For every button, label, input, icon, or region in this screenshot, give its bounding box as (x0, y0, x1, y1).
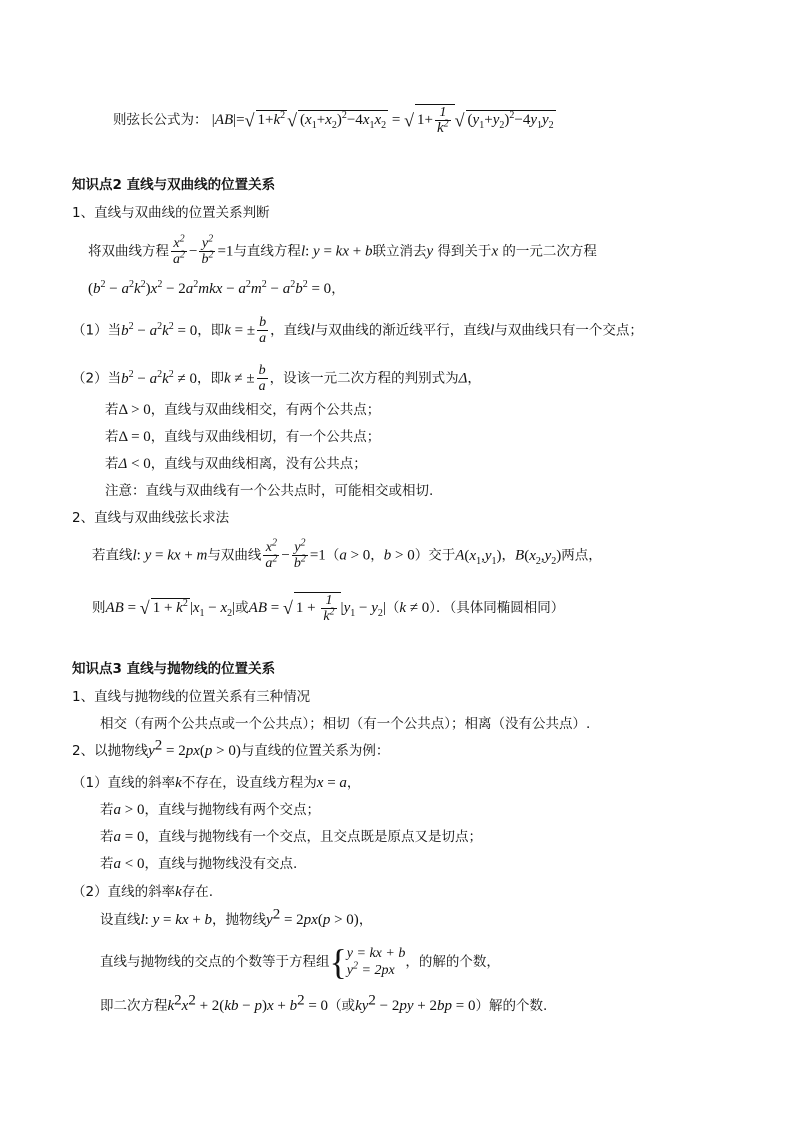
formula-math: |AB|=√ $1+k^2$ √ $(x_1+x_2)^2-4x_1x_2$ = √ 1+ $\frac{1}{k^2}$ √ $(y_1+y_2)^2-4y_1y_2$ (211, 105, 554, 136)
sec3-a-zero: 若a = 0，直线与抛物线有一个交点，且交点既是原点又是切点； (100, 829, 482, 845)
section-3-title: 知识点3 直线与抛物线的位置关系 (72, 661, 276, 677)
case-2: （2）当$b^2 - a^2k^2 \ne 0$，即k ≠ ± $\frac{b}{a}$ ，设该一元二次方程的判别式为Δ， (72, 363, 481, 394)
discriminant-negative: 若Δ < 0，直线与双曲线相离，没有公共点； (105, 456, 367, 472)
hyperbola-chord-setup: 若直线l: y = kx + m与双曲线 $\frac{x^2}{a^2}$ − $\frac{y^2}{b^2}$ =1（a > 0，b > 0）交于$A(x_1,y_1)$，$B(x_2,y_2)$两点， (92, 537, 602, 571)
sec3-sub1-title: 1、直线与抛物线的位置关系有三种情况 (72, 689, 311, 705)
sec3-sub2-title: 2、以抛物线$y^2 = 2px(p > 0)$与直线的位置关系为例： (72, 737, 390, 759)
sec3-system: 直线与抛物线的交点的个数等于方程组{ y = kx + b $y^2 = 2px$ ，的解的个数， (100, 942, 500, 982)
sec2-intro: 将双曲线方程 $\frac{x^2}{a^2}$ − $\frac{y^2}{b^2}$ =1与直线方程l: y = kx + b联立消去y 得到关于x 的一元二次方程 (88, 233, 597, 267)
sec2-sub2-title: 2、直线与双曲线弦长求法 (72, 510, 230, 526)
section-2-title: 知识点2 直线与双曲线的位置关系 (72, 177, 276, 193)
sec2-sub1-title: 1、直线与双曲线的位置关系判断 (72, 205, 270, 221)
sec3-a-positive: 若a > 0，直线与抛物线有两个交点； (100, 802, 320, 818)
sec3-quadratic: 即二次方程$k^2x^2 + 2(kb - p)x + b^2 = 0$（或$ky^2 - 2py + 2bp = 0$）解的个数. (100, 992, 548, 1014)
hyperbola-chord-formula: 则AB = √ $1 + k^2$ $|x_1 - x_2|$或AB = √ 1 + $\frac{1}{k^2}$ $|y_1 - y_2|(k \ne 0)$．（具体同椭圆相同） (92, 593, 565, 624)
sec3-sub1-text: 相交（有两个公共点或一个公共点）；相切（有一个公共点）；相离（没有公共点）. (100, 716, 591, 732)
sec3-case-1: （1）直线的斜率k不存在，设直线方程为x = a， (72, 775, 361, 791)
discriminant-positive: 若Δ > 0，直线与双曲线相交，有两个公共点； (105, 402, 381, 418)
discriminant-zero: 若Δ = 0，直线与双曲线相切，有一个公共点； (105, 429, 381, 445)
case-1: （1）当$b^2 - a^2k^2 = 0$，即k = ± $\frac{b}{a}$ ，直线l与双曲线的渐近线平行，直线l与双曲线只有一个交点； (72, 315, 643, 346)
quadratic-equation: $(b^2 - a^2k^2)x^2 - 2a^2mkx - a^2m^2 - a^2b^2 = 0$， (88, 279, 345, 297)
note: 注意：直线与双曲线有一个公共点时，可能相交或相切. (105, 483, 434, 499)
chord-length-formula: 则弦长公式为： |AB|=√ $1+k^2$ √ $(x_1+x_2)^2-4x_1x_2$ = √ 1+ $\frac{1}{k^2}$ √ $(y_1+y_2)^2-4y_1y_2$ (113, 105, 554, 136)
sec3-a-negative: 若a < 0，直线与抛物线没有交点. (100, 856, 298, 872)
sec3-case-2: （2）直线的斜率k存在. (72, 884, 214, 900)
sec3-line-setup: 设直线l: y = kx + b，抛物线$y^2 = 2px(p > 0)$， (100, 906, 373, 928)
